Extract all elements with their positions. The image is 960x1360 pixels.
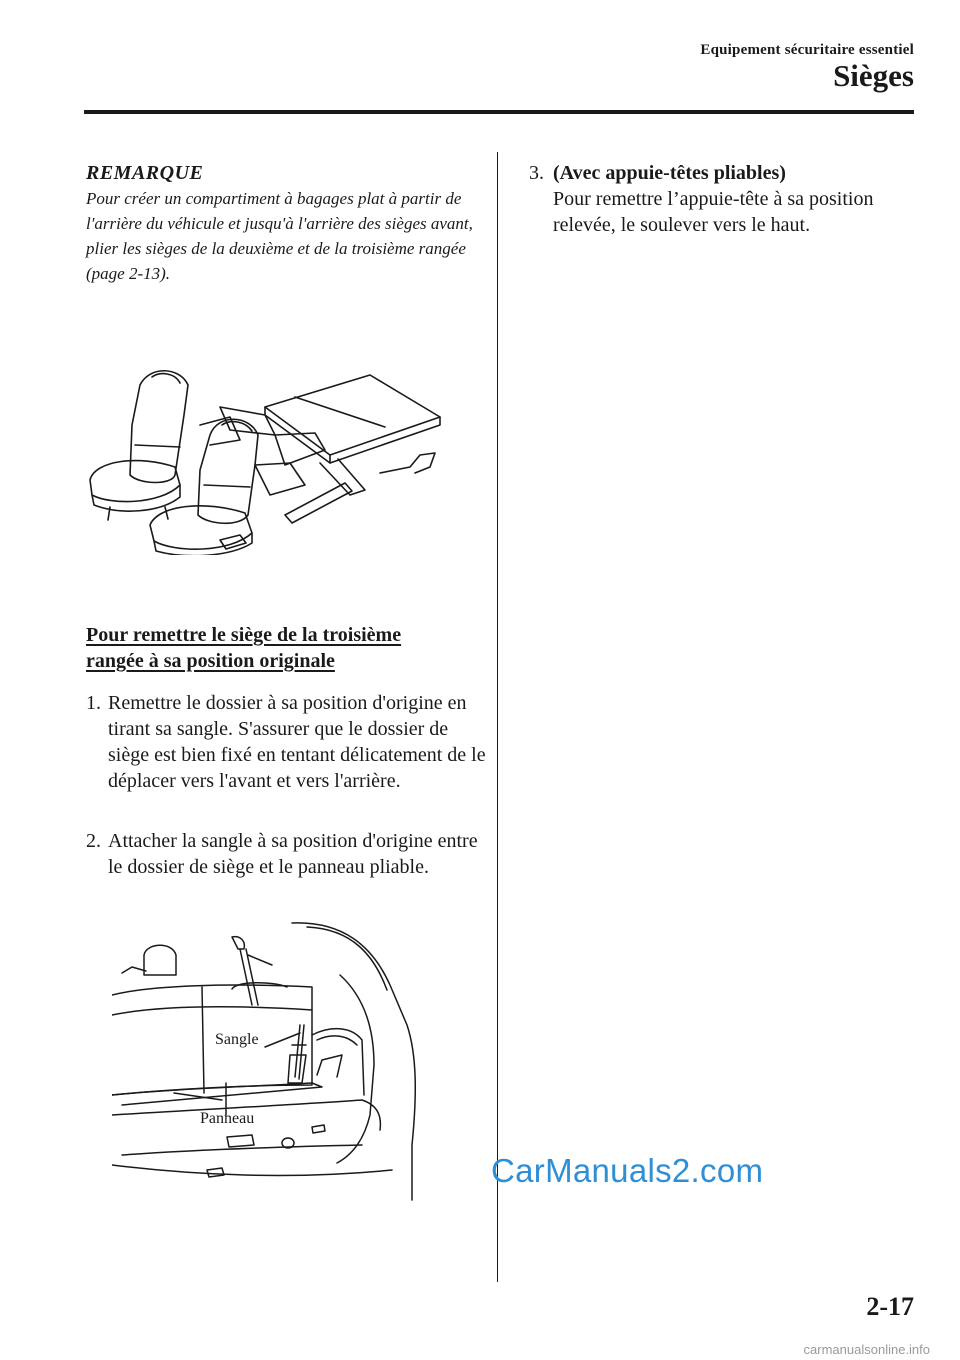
folded-seats-illustration: [80, 355, 450, 555]
watermark-main: CarManuals2.com: [491, 1152, 764, 1189]
cargo-area-illustration: [112, 915, 437, 1205]
step-text: Pour remettre l’appuie-tête à sa position relevée, le soulever vers le haut.: [553, 188, 874, 236]
column-divider: [497, 152, 498, 1282]
step-text: Attacher la sangle à sa position d'origine entre le dossier de siège et le panneau pliable.: [108, 830, 478, 878]
strap-label: Sangle: [215, 1031, 259, 1048]
chapter-subtitle: Equipement sécuritaire essentiel: [700, 42, 914, 58]
page-number: 2-17: [866, 1292, 914, 1321]
section-heading: [86, 622, 486, 674]
step-3: [529, 160, 889, 238]
section-heading-line1: Pour remettre le siège de la troisième: [86, 624, 402, 646]
panel-label: Panneau: [200, 1110, 255, 1127]
step-number: 2.: [86, 830, 101, 852]
section-title: Sièges: [833, 58, 914, 93]
note-title: REMARQUE: [86, 162, 204, 184]
note-text: Pour créer un compartiment à bagages plat à partir de l'arrière du véhicule et jusqu'à l'arrière des sièges avant, plier les sièges de la deuxième et de la troisième rangée (page 2-13).: [86, 189, 473, 283]
step-text: Remettre le dossier à sa position d'origine en tirant sa sangle. S'assurer que le dossier de siège est bien fixé en tentant délicatement de le déplacer vers l'avant et vers l'arrière.: [108, 692, 486, 792]
watermark-footer: carmanualsonline.info: [803, 1342, 930, 1357]
section-heading-line2: rangée à sa position originale: [86, 650, 335, 672]
step-1: [86, 690, 486, 794]
step-2: [86, 828, 486, 880]
step-number: 3.: [529, 162, 544, 184]
header-rule: [84, 110, 914, 114]
step-number: 1.: [86, 692, 101, 714]
step-title: (Avec appuie-têtes pliables): [553, 162, 786, 184]
